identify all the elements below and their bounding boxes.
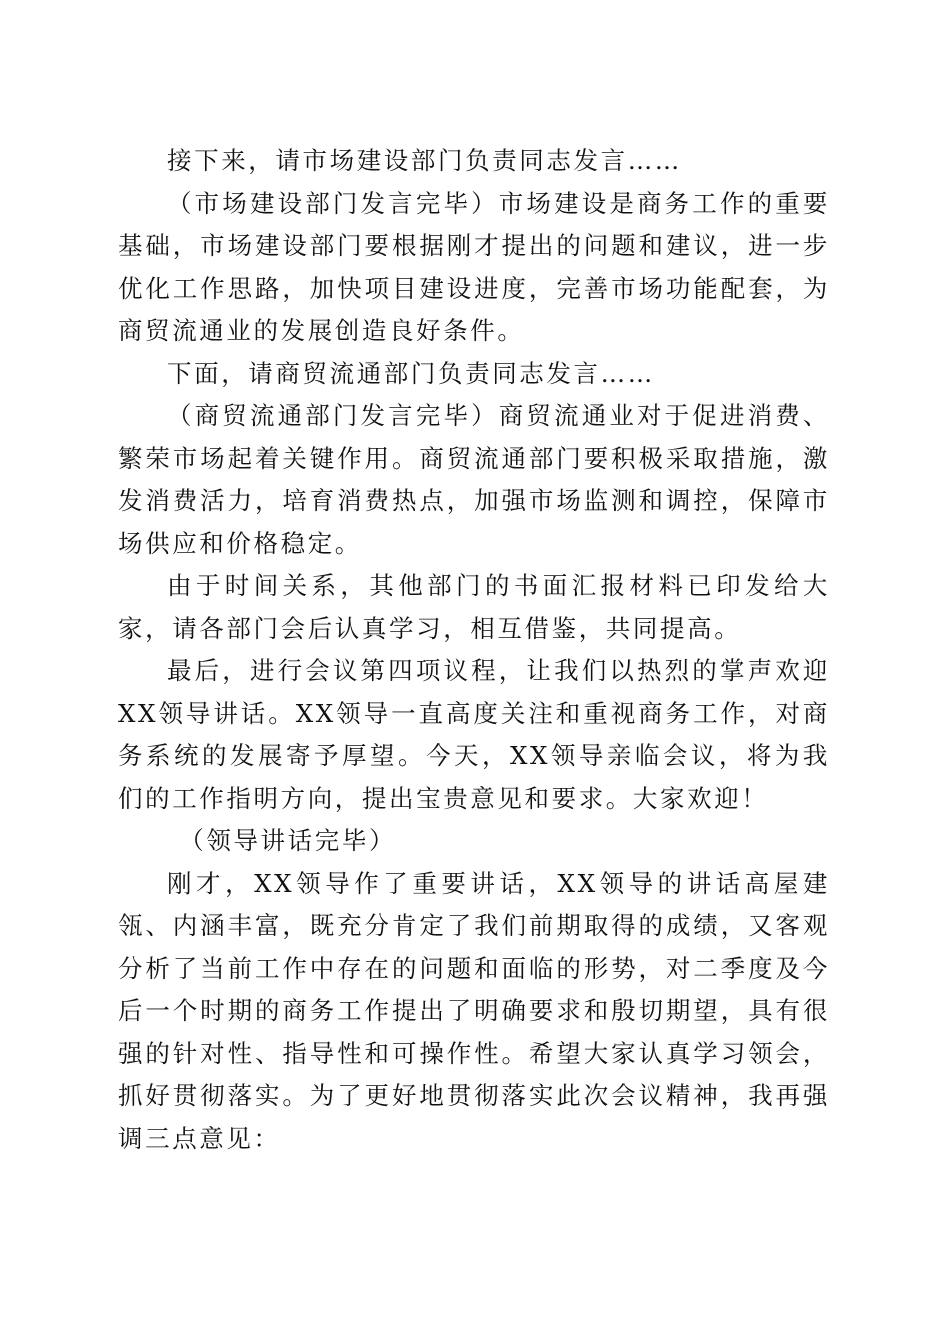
paragraph-closing-remarks: 刚才，XX领导作了重要讲话，XX领导的讲话高屋建瓴、内涵丰富，既充分肯定了我们前期取得的成绩，又客观分析了当前工作中存在的问题和面临的形势，对二季度及今后一个时期的商务工作提出了明确要求和殷切期望，具有很强的针对性、指导性和可操作性。希望大家认真学习领会，抓好贯彻落实。为了更好地贯彻落实此次会议精神，我再强调三点意见： xyxy=(118,868,830,1153)
paragraph-market-summary: （市场建设部门发言完毕）市场建设是商务工作的重要基础，市场建设部门要根据刚才提出的问题和建议，进一步优化工作思路，加快项目建设进度，完善市场功能配套，为商贸流通业的发展创造良好条件。 xyxy=(118,188,830,345)
paragraph-trade-intro: 下面，请商贸流通部门负责同志发言…… xyxy=(167,358,655,388)
paragraph-leader-finished: （领导讲话完毕） xyxy=(179,826,397,855)
paragraph-leader-intro: 最后，进行会议第四项议程，让我们以热烈的掌声欢迎XX领导讲话。XX领导一直高度关注和重视商务工作，对商务系统的发展寄予厚望。今天，XX领导亲临会议，将为我们的工作指明方向，提出宝贵意见和要求。大家欢迎！ xyxy=(118,656,830,813)
paragraph-trade-summary: （商贸流通部门发言完毕）商贸流通业对于促进消费、繁荣市场起着关键作用。商贸流通部门要积极采取措施，激发消费活力，培育消费热点，加强市场监测和调控，保障市场供应和价格稳定。 xyxy=(118,401,830,558)
paragraph-market-intro: 接下来，请市场建设部门负责同志发言…… xyxy=(167,146,682,175)
document-body xyxy=(118,140,830,1160)
paragraph-written-reports: 由于时间关系，其他部门的书面汇报材料已印发给大家，请各部门会后认真学习，相互借鉴，共同提高。 xyxy=(118,571,830,643)
